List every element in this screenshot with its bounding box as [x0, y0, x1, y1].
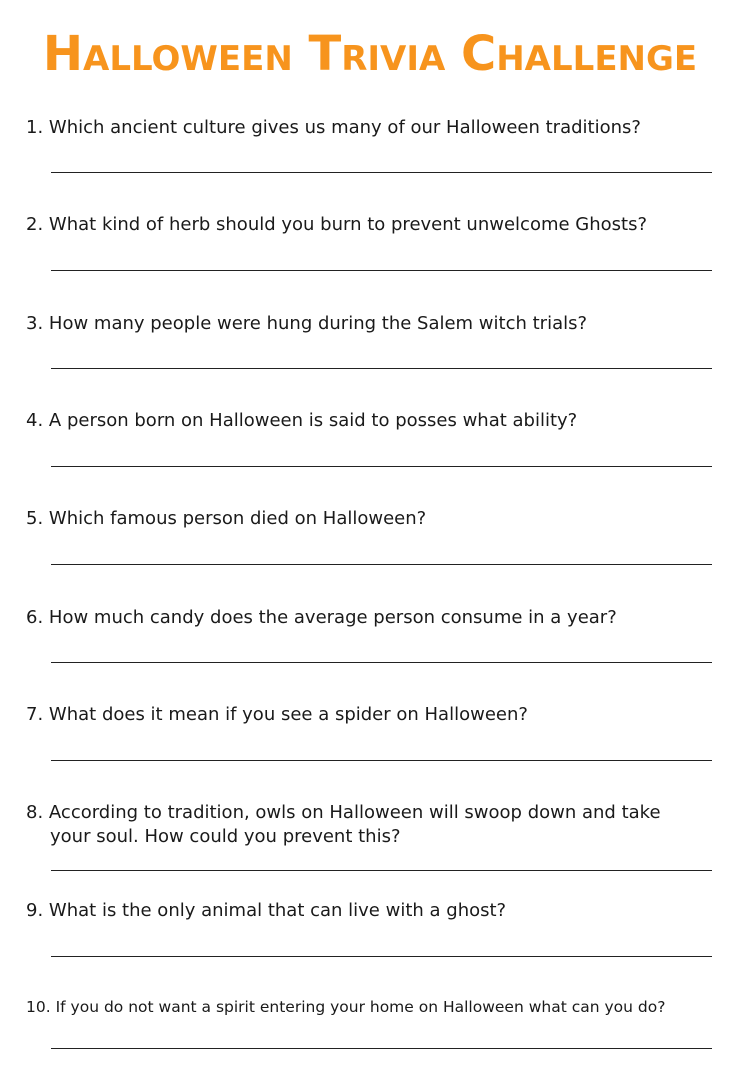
title-word: CHALLENGE	[460, 26, 698, 82]
question-6	[26, 606, 726, 630]
question-number: 6.	[26, 607, 44, 628]
question-9	[26, 899, 726, 923]
question-2	[26, 213, 726, 237]
question-number: 7.	[26, 704, 44, 725]
answer-line-8[interactable]	[51, 870, 712, 871]
answer-line-4[interactable]	[51, 466, 712, 467]
question-text: Which ancient culture gives us many of our Halloween traditions?	[48, 117, 641, 138]
question-1	[26, 116, 726, 140]
title-word: TRIVIA	[308, 26, 446, 82]
answer-line-10[interactable]	[51, 1048, 712, 1049]
question-text: If you do not want a spirit entering your home on Halloween what can you do?	[55, 998, 666, 1016]
question-number: 10.	[26, 998, 51, 1016]
question-number: 5.	[26, 508, 44, 529]
title-word: HALLOWEEN	[42, 26, 293, 82]
question-10	[26, 995, 726, 1019]
answer-line-6[interactable]	[51, 662, 712, 663]
question-number: 8.	[26, 802, 44, 823]
page-title	[0, 26, 740, 87]
question-text: A person born on Halloween is said to posses what ability?	[48, 410, 578, 431]
answer-line-9[interactable]	[51, 956, 712, 957]
question-3	[26, 312, 726, 336]
question-number: 2.	[26, 214, 44, 235]
question-8	[26, 801, 726, 849]
question-text: According to tradition, owls on Halloween will swoop down and take	[48, 802, 661, 823]
question-text: Which famous person died on Halloween?	[48, 508, 427, 529]
question-4	[26, 409, 726, 433]
answer-line-3[interactable]	[51, 368, 712, 369]
question-5	[26, 507, 726, 531]
question-7	[26, 703, 726, 727]
answer-line-2[interactable]	[51, 270, 712, 271]
question-text: What is the only animal that can live with a ghost?	[48, 900, 507, 921]
question-number: 3.	[26, 313, 44, 334]
question-number: 1.	[26, 117, 44, 138]
question-text: What kind of herb should you burn to prevent unwelcome Ghosts?	[48, 214, 648, 235]
answer-line-5[interactable]	[51, 564, 712, 565]
answer-line-7[interactable]	[51, 760, 712, 761]
question-number: 4.	[26, 410, 44, 431]
question-number: 9.	[26, 900, 44, 921]
question-text-line2: your soul. How could you prevent this?	[50, 826, 401, 847]
question-text: What does it mean if you see a spider on Halloween?	[48, 704, 528, 725]
question-text: How much candy does the average person consume in a year?	[48, 607, 617, 628]
answer-line-1[interactable]	[51, 172, 712, 173]
question-text: How many people were hung during the Salem witch trials?	[48, 313, 588, 334]
